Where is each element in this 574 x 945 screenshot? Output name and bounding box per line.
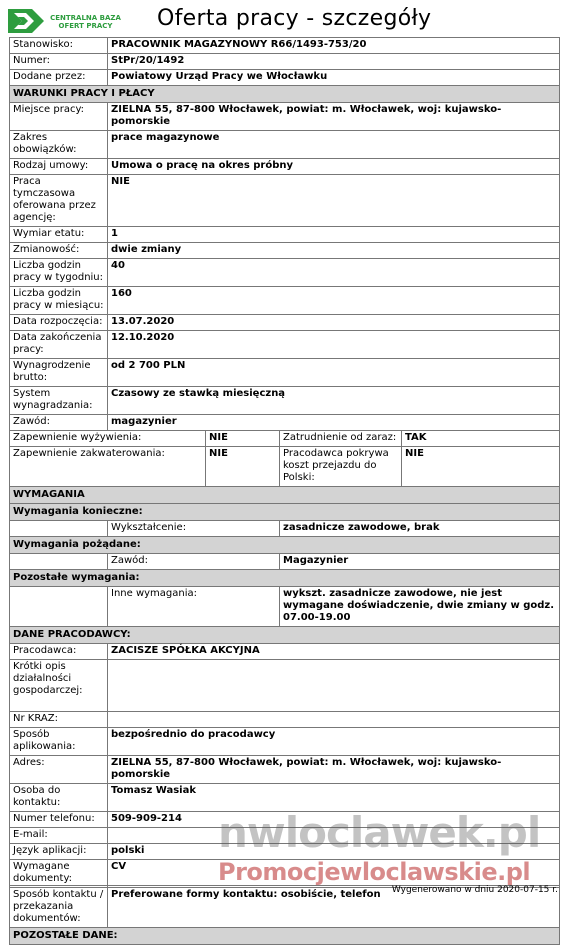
subsection-heading: Wymagania pożądane:	[10, 537, 560, 554]
requirement-profession	[10, 554, 560, 570]
field-label: Zapewnienie zakwaterowania:	[10, 447, 206, 487]
condition-row	[10, 103, 560, 131]
field-label: Wynagrodzenie brutto:	[10, 359, 108, 387]
condition-row	[10, 287, 560, 315]
field-label: Stanowisko:	[10, 38, 108, 54]
field-value: bezpośrednio do pracodawcy	[108, 728, 560, 756]
field-value: Czasowy ze stawką miesięczną	[108, 387, 560, 415]
section-requirements	[10, 487, 560, 504]
section-heading: WYMAGANIA	[10, 487, 560, 504]
field-label: Liczba godzin pracy w miesiącu:	[10, 287, 108, 315]
info-row	[10, 54, 560, 70]
field-label: Nr KRAZ:	[10, 712, 108, 728]
field-value: 12.10.2020	[108, 331, 560, 359]
condition-row	[10, 387, 560, 415]
condition-row	[10, 243, 560, 259]
field-label: Zawód:	[108, 554, 280, 570]
field-label: Adres:	[10, 756, 108, 784]
field-label: Praca tymczasowa oferowana przez agencję:	[10, 175, 108, 227]
subsection-preferred	[10, 537, 560, 554]
field-value: 160	[108, 287, 560, 315]
field-value: magazynier	[108, 415, 560, 431]
condition-row	[10, 315, 560, 331]
field-value: Magazynier	[280, 554, 560, 570]
field-value: StPr/20/1492	[108, 54, 560, 70]
empty-cell	[10, 521, 108, 537]
employer-row	[10, 644, 560, 660]
field-value: wykszt. zasadnicze zawodowe, nie jest wymagane doświadczenie, dwie zmiany w godz. 07.00-19.00	[280, 587, 560, 627]
logo-line2: OFERT PRACY	[58, 22, 113, 30]
condition-row	[10, 331, 560, 359]
field-value: polski	[108, 844, 560, 860]
employer-row	[10, 712, 560, 728]
logo-line1: CENTRALNA BAZA	[50, 14, 121, 22]
subsection-heading: Wymagania konieczne:	[10, 504, 560, 521]
empty-cell	[10, 554, 108, 570]
empty-cell	[10, 587, 108, 627]
subsection-heading: Pozostałe wymagania:	[10, 570, 560, 587]
field-value	[108, 712, 560, 728]
field-label: Inne wymagania:	[108, 587, 280, 627]
field-value: dwie zmiany	[108, 243, 560, 259]
section-employer	[10, 627, 560, 644]
field-label: Zatrudnienie od zaraz:	[280, 431, 402, 447]
field-label: Zapewnienie wyżywienia:	[10, 431, 206, 447]
requirement-other	[10, 587, 560, 627]
watermark-promocje: Promocjewloclawskie.pl	[218, 858, 531, 886]
field-label: Numer telefonu:	[10, 812, 108, 828]
field-label: Numer:	[10, 54, 108, 70]
field-value: Preferowane formy kontaktu: osobiście, telefon	[108, 888, 560, 928]
condition-row-housing	[10, 447, 560, 487]
field-value: Umowa o pracę na okres próbny	[108, 159, 560, 175]
field-label: Data zakończenia pracy:	[10, 331, 108, 359]
field-value: 40	[108, 259, 560, 287]
section-other	[10, 928, 560, 945]
subsection-mandatory	[10, 504, 560, 521]
field-label: E-mail:	[10, 828, 108, 844]
subsection-other	[10, 570, 560, 587]
field-label: Zawód:	[10, 415, 108, 431]
field-value: Tomasz Wasiak	[108, 784, 560, 812]
field-value: zasadnicze zawodowe, brak	[280, 521, 560, 537]
field-value: ZIELNA 55, 87-800 Włocławek, powiat: m. Włocławek, woj: kujawsko-pomorskie	[108, 103, 560, 131]
field-value	[108, 660, 560, 712]
field-value: TAK	[402, 431, 560, 447]
field-value: prace magazynowe	[108, 131, 560, 159]
condition-row	[10, 175, 560, 227]
condition-row-food	[10, 431, 560, 447]
info-row	[10, 38, 560, 54]
watermark-nwloclawek: nwloclawek.pl	[218, 808, 541, 857]
requirement-education	[10, 521, 560, 537]
field-value: NIE	[108, 175, 560, 227]
page-title: Oferta pracy - szczegóły	[157, 6, 432, 31]
field-label: Zmianowość:	[10, 243, 108, 259]
field-value: PRACOWNIK MAGAZYNOWY R66/1493-753/20	[108, 38, 560, 54]
field-label: Wykształcenie:	[108, 521, 280, 537]
logo-icon	[8, 9, 44, 33]
employer-row	[10, 728, 560, 756]
condition-row	[10, 415, 560, 431]
section-heading: POZOSTAŁE DANE:	[10, 928, 560, 945]
field-label: Pracodawca:	[10, 644, 108, 660]
field-value: ZIELNA 55, 87-800 Włocławek, powiat: m. Włocławek, woj: kujawsko-pomorskie	[108, 756, 560, 784]
field-value: ZACISZE SPÓŁKA AKCYJNA	[108, 644, 560, 660]
field-label: Rodzaj umowy:	[10, 159, 108, 175]
field-value: NIE	[206, 431, 280, 447]
field-value: od 2 700 PLN	[108, 359, 560, 387]
condition-row	[10, 359, 560, 387]
generated-date: Wygenerowano w dniu 2020-07-15 r.	[391, 885, 558, 895]
field-value: 509-909-214	[108, 812, 560, 828]
field-label: Wymiar etatu:	[10, 227, 108, 243]
field-label: Sposób kontaktu / przekazania dokumentów:	[10, 888, 108, 928]
field-value: 13.07.2020	[108, 315, 560, 331]
field-value: 1	[108, 227, 560, 243]
info-row	[10, 70, 560, 86]
field-label: Pracodawca pokrywa koszt przejazdu do Polski:	[280, 447, 402, 487]
section-heading: DANE PRACODAWCY:	[10, 627, 560, 644]
field-label: Liczba godzin pracy w tygodniu:	[10, 259, 108, 287]
field-value: NIE	[206, 447, 280, 487]
field-label: Osoba do kontaktu:	[10, 784, 108, 812]
cbop-logo	[8, 9, 123, 33]
employer-row	[10, 660, 560, 712]
condition-row	[10, 159, 560, 175]
field-label: Sposób aplikowania:	[10, 728, 108, 756]
condition-row	[10, 259, 560, 287]
condition-row	[10, 131, 560, 159]
field-label: Dodane przez:	[10, 70, 108, 86]
field-label: Zakres obowiązków:	[10, 131, 108, 159]
field-label: Wymagane dokumenty:	[10, 860, 108, 888]
field-label: Data rozpoczęcia:	[10, 315, 108, 331]
field-label: Miejsce pracy:	[10, 103, 108, 131]
page-header	[0, 0, 574, 36]
field-value: NIE	[402, 447, 560, 487]
field-label: Krótki opis działalności gospodarczej:	[10, 660, 108, 712]
employer-row	[10, 756, 560, 784]
field-value: CV	[108, 860, 560, 888]
field-label: System wynagradzania:	[10, 387, 108, 415]
condition-row	[10, 227, 560, 243]
field-label: Język aplikacji:	[10, 844, 108, 860]
section-heading: WARUNKI PRACY I PŁACY	[10, 86, 560, 103]
section-conditions	[10, 86, 560, 103]
field-value: Powiatowy Urząd Pracy we Włocławku	[108, 70, 560, 86]
